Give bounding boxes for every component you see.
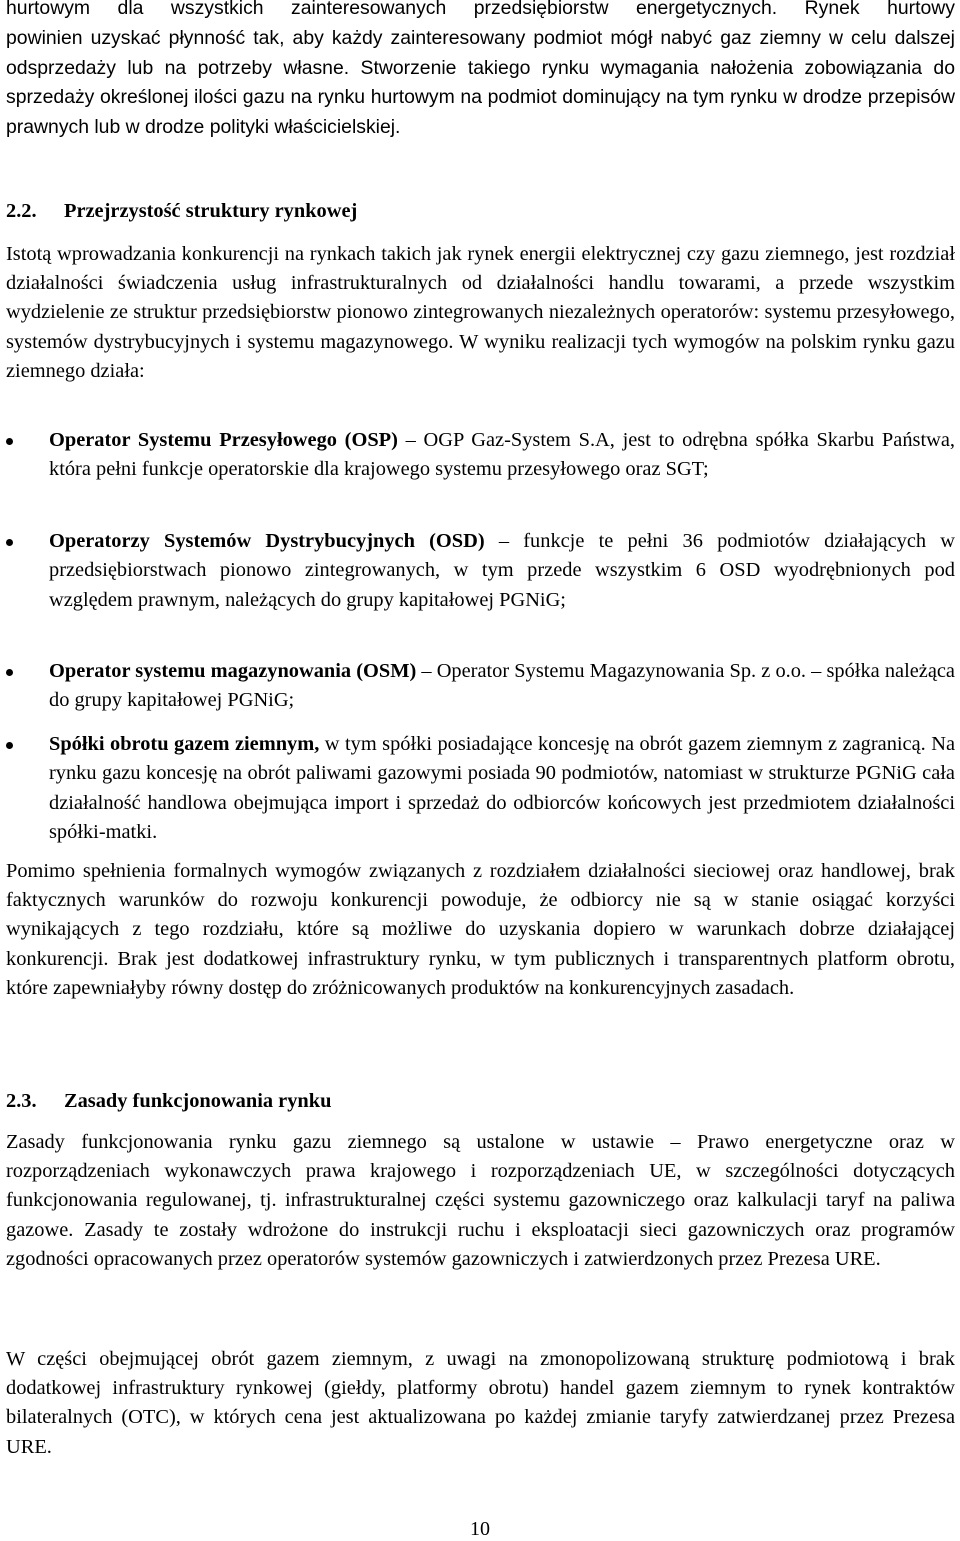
bullet-dot-icon: [6, 669, 13, 676]
section-2-3-number: 2.3.: [6, 1090, 37, 1112]
bullet-dot-icon: [6, 539, 13, 546]
bullet-bold-term: Spółki obrotu gazem ziemnym,: [49, 733, 320, 755]
section-2-2-closing-paragraph: Pomimo spełnienia formalnych wymogów związanych z rozdziałem działalności sieciowej oraz handlowej, brak faktycznych warunków do rozwoju konkurencji powoduje, że odbiorcy nie są w stanie osiągać korzyści wynikających z tego rozdziału, które są możliwe do uzyskania dopiero w warunkach dobrze działającej konkurencji. Brak jest dodatkowej infrastruktury rynku, w tym publicznych i transparentnych platform obrotu, które zapewniałyby równy dostęp do zróżnicowanych produktów na konkurencyjnych zasadach.: [6, 860, 955, 999]
intro-paragraph: [6, 0, 955, 143]
bullet-dot-icon: [6, 742, 13, 749]
bullet-dot-icon: [6, 438, 13, 445]
bullet-description: – OGP Gaz-System S.A, jest to odrębna spółka Skarbu Państwa, która pełni funkcje operatorskie dla krajowego systemu przesyłowego oraz SGT;: [49, 429, 955, 481]
bullet-text: [49, 657, 955, 716]
bullet-description: – Operator Systemu Magazynowania Sp. z o.o. – spółka należąca do grupy kapitałowej PGNiG;: [49, 660, 955, 712]
bullet-text: [49, 527, 955, 615]
bullet-text: [49, 730, 955, 847]
section-2-3-title: Zasady funkcjonowania rynku: [64, 1090, 332, 1112]
section-2-2-heading: [6, 197, 357, 225]
intro-rest: powinien uzyskać płynność tak, aby każdy zainteresowany podmiot mógł nabyć gaz ziemny w celu dalszej odsprzedaży lub na potrzeby własne. Stworzenie takiego rynku wymagania nałożenia zobowiązania do sprzedaży określonej ilości gazu na rynku hurtowym na podmiot dominujący na tym rynku w drodze przepisów prawnych lub w drodze polityki właścicielskiej.: [6, 26, 955, 139]
bullet-description: w tym spółki posiadające koncesję na obrót gazem ziemnym z zagranicą. Na rynku gazu koncesję na obrót paliwami gazowymi posiada 90 podmiotów, natomiast w strukturze PGNiG cała działalność handlowa obejmująca import i sprzedaż do odbiorców końcowych jest przedmiotem działalności spółki-matki.: [49, 733, 955, 843]
section-2-3-paragraph-1: Zasady funkcjonowania rynku gazu ziemnego są ustalone w ustawie – Prawo energetyczne oraz w rozporządzeniach wykonawczych prawa krajowego i rozporządzeniach UE, w szczególności dotyczących funkcjonowania regulowanej, tj. infrastrukturalnej części systemu gazowniczego oraz kalkulacji taryf na paliwa gazowe. Zasady te zostały wdrożone do instrukcji ruchu i eksploatacji sieci gazowniczych oraz programów zgodności opracowanych przez operatorów systemów gazowniczych i zatwierdzonych przez Prezesa URE.: [6, 1131, 955, 1270]
intro-line-1: hurtowym dla wszystkich zainteresowanych przedsiębiorstw energetycznych. Rynek hurtowy: [6, 0, 955, 19]
section-2-2-number: 2.2.: [6, 200, 37, 222]
bullet-bold-term: Operator systemu magazynowania (OSM): [49, 660, 417, 682]
bullet-text: [49, 426, 955, 485]
bullet-bold-term: Operatorzy Systemów Dystrybucyjnych (OSD): [49, 530, 485, 552]
section-2-3-heading: [6, 1087, 331, 1115]
bullet-description: – funkcje te pełni 36 podmiotów działających w przedsiębiorstwach pionowo zintegrowanych, w tym przede wszystkim 6 OSD wyodrębnionych pod względem prawnym, należących do grupy kapitałowej PGNiG;: [49, 530, 955, 611]
section-2-2-title: Przejrzystość struktury rynkowej: [64, 200, 358, 222]
page-number: 10: [470, 1518, 490, 1540]
section-2-3-paragraph-2: W części obejmującej obrót gazem ziemnym, z uwagi na zmonopolizowaną strukturę podmiotową i brak dodatkowej infrastruktury rynkowej (giełdy, platformy obrotu) handel gazem ziemnym to rynek kontraktów bilateralnych (OTC), w których cena jest aktualizowana po każdej zmianie taryfy zatwierdzanej przez Prezesa URE.: [6, 1348, 955, 1458]
bullet-bold-term: Operator Systemu Przesyłowego (OSP): [49, 429, 398, 451]
section-2-2-paragraph: Istotą wprowadzania konkurencji na rynkach takich jak rynek energii elektrycznej czy gazu ziemnego, jest rozdział działalności świadczenia usług infrastrukturalnych od działalności handlu towarami, a przede wszystkim wydzielenie ze struktur przedsiębiorstw pionowo zintegrowanych niezależnych operatorów: systemu przesyłowego, systemów dystrybucyjnych i systemu magazynowego. W wyniku realizacji tych wymogów na polskim rynku gazu ziemnego działa:: [6, 243, 955, 382]
